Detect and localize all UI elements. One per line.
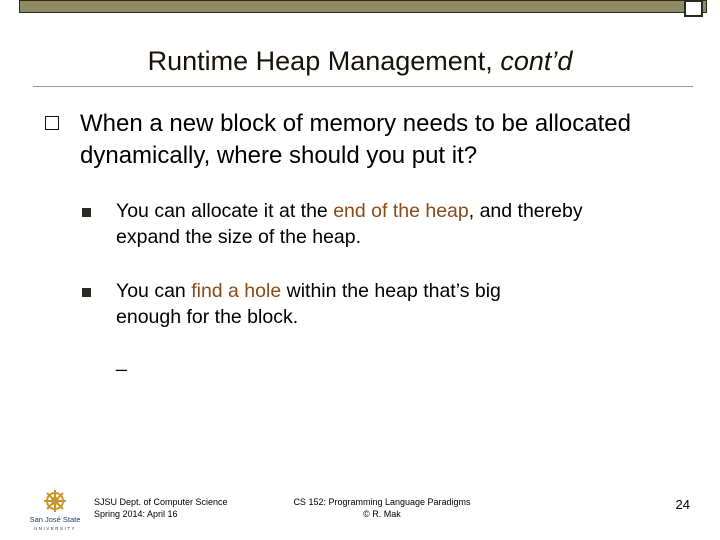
footer-author: © R. Mak — [363, 509, 401, 519]
title-main: Runtime Heap Management, — [147, 46, 501, 76]
main-point: When a new block of memory needs to be allocated dynamically, where should you put it? — [80, 110, 631, 169]
hollow-square-bullet-icon — [45, 116, 59, 130]
sub-point-2-highlight: find a hole — [191, 280, 282, 302]
sub-point-1-before: You can allocate it at the — [116, 200, 334, 222]
title-emphasis: cont’d — [500, 46, 573, 76]
top-decorative-bar — [19, 0, 707, 13]
sub-point-2-after: within the heap that’s big enough for the block. — [116, 280, 501, 328]
sub-point-2-before: You can — [116, 280, 192, 302]
sub-point-1-highlight: end of the heap — [333, 200, 469, 222]
title-divider — [33, 86, 693, 87]
footer-center — [282, 496, 482, 520]
top-corner-box — [684, 0, 703, 17]
filled-square-bullet-icon — [82, 288, 91, 297]
sub-point-1 — [116, 198, 616, 250]
filled-square-bullet-icon — [82, 208, 91, 217]
trailing-dash: _ — [116, 350, 127, 372]
logo-line2: UNIVERSITY — [33, 526, 77, 531]
sub-point-2 — [116, 278, 506, 330]
logo-line1: San José State — [30, 515, 80, 524]
footer-dept: SJSU Dept. of Computer Science — [94, 497, 228, 507]
slide-title — [0, 44, 720, 78]
page-number: 24 — [675, 497, 690, 512]
footer-date: Spring 2014: April 16 — [94, 509, 178, 519]
sub-point-1-after: , and thereby expand the size of the heap. — [116, 200, 583, 248]
sjsu-logo — [30, 486, 80, 532]
footer-left — [94, 496, 228, 520]
footer-course: CS 152: Programming Language Paradigms — [293, 497, 471, 507]
